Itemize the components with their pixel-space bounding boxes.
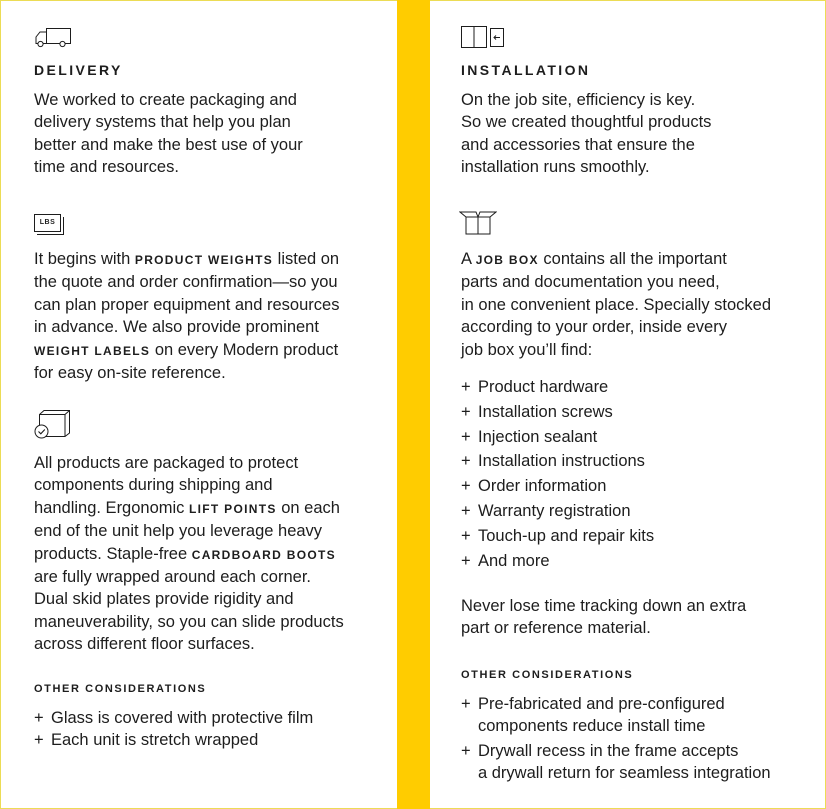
never-lose-time-paragraph: Never lose time tracking down an extra part or reference material. xyxy=(461,597,747,638)
delivery-truck-icon xyxy=(34,28,72,48)
list-item: + Injection sealant xyxy=(461,427,598,446)
list-item: + Pre-fabricated and pre-configured components reduce install time xyxy=(461,695,725,736)
list-item: + Drywall recess in the frame accepts a drywall return for seamless integration xyxy=(461,741,771,783)
list-item: + Product hardware xyxy=(461,378,609,396)
installation-paragraph: On the job site, efficiency is key. So we created thoughtful products and accessories that ensure the installation runs smoothly. xyxy=(461,91,712,177)
right-other-considerations-heading: OTHER CONSIDERATIONS xyxy=(461,669,634,681)
packaging-paragraph: All products are packaged to protect components during shipping and handling. Ergonomic LIFT POINTS on each end of the unit help you leverage heavy products. Staple-free CARDBOARD BOOTS are fully wrapped around each corner. Dual skid plates provide rigidity and maneuverability, so you can slide products across different floor surfaces. xyxy=(34,454,344,654)
product-weights-term: PRODUCT WEIGHTS xyxy=(134,253,274,267)
lift-points-term: LIFT POINTS xyxy=(189,501,277,516)
list-item: + Warranty registration xyxy=(461,501,631,520)
open-box-icon xyxy=(459,209,497,235)
cardboard-boots-term: CARDBOARD BOOTS xyxy=(191,547,336,562)
yellow-divider-stripe xyxy=(397,0,430,809)
job-box-term: JOB BOX xyxy=(475,253,539,267)
weight-labels-term: WEIGHT LABELS xyxy=(34,343,151,358)
job-box-contents-list xyxy=(461,375,654,573)
list-item: + Touch-up and repair kits xyxy=(461,526,655,545)
right-other-considerations-list xyxy=(461,693,771,785)
list-item: + Installation screws xyxy=(461,402,613,421)
weights-paragraph: It begins with PRODUCT WEIGHTS listed on the quote and order confirmation—so you can plan proper equipment and resources in advance. We also provide prominent WEIGHT LABELS on every Modern product for easy on-site reference. xyxy=(34,250,340,383)
list-item: + And more xyxy=(461,551,550,570)
list-item: + Installation instructions xyxy=(461,452,645,471)
list-item: + Each unit is stretch wrapped xyxy=(34,731,259,750)
delivery-heading: DELIVERY xyxy=(34,62,123,78)
list-item: + Glass is covered with protective film xyxy=(34,709,314,727)
list-item: + Order information xyxy=(461,477,607,496)
weight-label-icon: LBS xyxy=(34,214,65,236)
box-check-icon xyxy=(34,410,71,440)
installation-heading: INSTALLATION xyxy=(461,62,591,78)
delivery-paragraph: We worked to create packaging and delivery systems that help you plan better and make the best use of your time and resources. xyxy=(34,91,303,177)
left-other-considerations-list xyxy=(34,707,313,752)
door-arrow-icon xyxy=(461,26,506,49)
job-box-paragraph: A JOB BOX contains all the important parts and documentation you need, in one convenient place. Specially stocked according to your order, inside every job box you’ll find: xyxy=(461,250,772,359)
left-other-considerations-heading: OTHER CONSIDERATIONS xyxy=(34,683,207,695)
